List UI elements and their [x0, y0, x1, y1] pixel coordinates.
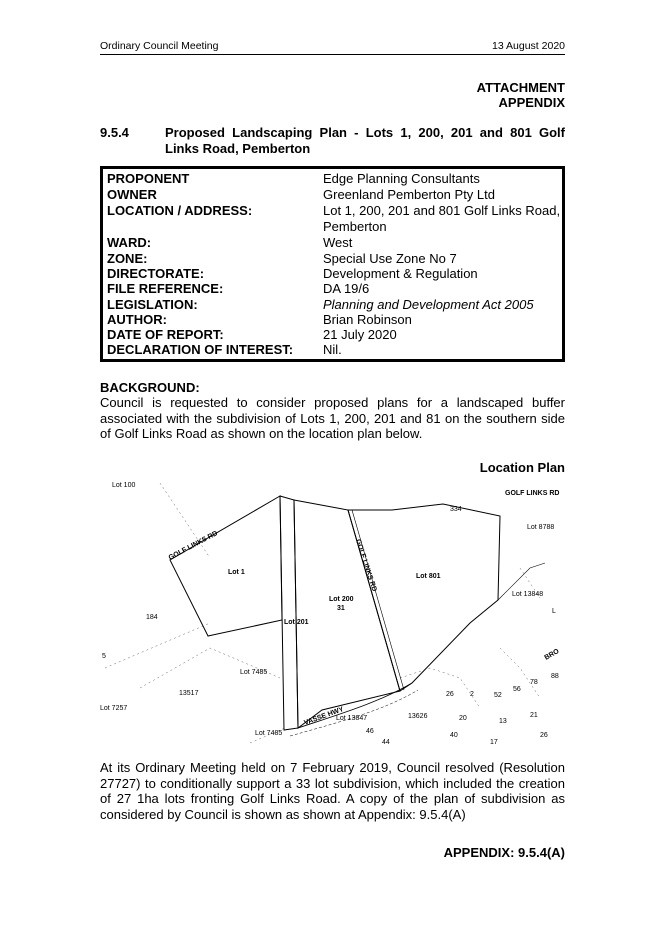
- map-label-26-lower: 26: [540, 732, 548, 739]
- info-label: DIRECTORATE:: [107, 266, 205, 281]
- map-label-334: 334: [450, 506, 462, 513]
- map-label-lot7485-upper: Lot 7485: [240, 669, 268, 676]
- map-label-lot-1: Lot 1: [228, 569, 245, 576]
- map-label-13: 13: [499, 718, 507, 725]
- info-value: Greenland Pemberton Pty Ltd: [323, 187, 495, 202]
- info-value: West: [323, 235, 353, 250]
- info-label: LEGISLATION:: [107, 297, 198, 312]
- info-value: DA 19/6: [323, 281, 370, 296]
- info-label: ZONE:: [107, 251, 148, 266]
- info-label: DECLARATION OF INTEREST:: [107, 342, 294, 357]
- map-label-26-upper: 26: [446, 691, 454, 698]
- map-label-lot-200: Lot 200: [329, 596, 354, 603]
- map-label-2: 2: [470, 691, 474, 698]
- map-label-l: L: [552, 608, 556, 615]
- item-number: 9.5.4: [100, 125, 129, 140]
- map-label-88: 88: [551, 673, 559, 680]
- background-heading: BACKGROUND:: [100, 380, 200, 395]
- header-rule: [100, 54, 565, 55]
- map-label-vasse-hwy: VASSE HWY: [303, 706, 345, 727]
- info-label: LOCATION / ADDRESS:: [107, 203, 253, 218]
- background-paragraph: Council is requested to consider proposed plans for a landscaped buffer associated with the subdivision of Lots 1, 200, 201 and 81 on the southern side of Golf Links Road as shown on the location plan below.: [100, 395, 565, 442]
- info-value: Development & Regulation: [323, 266, 478, 281]
- info-label: AUTHOR:: [107, 312, 167, 327]
- map-label-lot100: Lot 100: [112, 482, 136, 489]
- map-label-lot8788: Lot 8788: [527, 524, 555, 531]
- vasse-hwy-edge: [290, 690, 418, 736]
- appendix-line: APPENDIX: [498, 95, 565, 110]
- info-label: PROPONENT: [107, 171, 190, 186]
- map-label-44: 44: [382, 739, 390, 744]
- info-value-continued: Pemberton: [323, 219, 387, 234]
- map-label-5: 5: [102, 653, 106, 660]
- location-plan-map: [100, 478, 565, 744]
- info-value: 21 July 2020: [323, 327, 397, 342]
- info-value: Brian Robinson: [323, 312, 412, 327]
- info-label: OWNER: [107, 187, 157, 202]
- lot-200-boundary: [294, 500, 400, 728]
- info-value: Planning and Development Act 2005: [323, 297, 534, 312]
- info-label: DATE OF REPORT:: [107, 327, 224, 342]
- map-label-184: 184: [146, 614, 158, 621]
- header-date: 13 August 2020: [492, 40, 565, 52]
- map-label-golf-links-rd-diag: GOLF LINKS RD: [167, 530, 220, 562]
- info-value: Special Use Zone No 7: [323, 251, 457, 266]
- map-label-21: 21: [530, 712, 538, 719]
- location-plan-svg: [100, 478, 565, 744]
- map-label-13517: 13517: [179, 690, 199, 697]
- map-label-52: 52: [494, 692, 502, 699]
- council-resolution-paragraph: At its Ordinary Meeting held on 7 February 2019, Council resolved (Resolution 27727) to conditionally support a 33 lot subdivision, which included the creation of 27 1ha lots fronting Golf Links Road. A copy of the plan of subdivision as considered by Council is shown as shown at Appendix: 9.5.4(A): [100, 760, 565, 822]
- map-label-56: 56: [513, 686, 521, 693]
- lot-801-boundary: [348, 504, 500, 691]
- attachment-label: [477, 80, 565, 110]
- lot-1-boundary: [167, 496, 282, 636]
- map-label-78: 78: [530, 679, 538, 686]
- map-label-31: 31: [337, 605, 345, 612]
- map-label-40: 40: [450, 732, 458, 739]
- map-label-lot-201: Lot 201: [284, 619, 309, 626]
- map-label-lot7257: Lot 7257: [100, 705, 128, 712]
- map-label-13626: 13626: [408, 713, 428, 720]
- map-label-46: 46: [366, 728, 374, 735]
- info-label: FILE REFERENCE:: [107, 281, 224, 296]
- info-label: WARD:: [107, 235, 152, 250]
- attachment-line: ATTACHMENT: [476, 80, 565, 95]
- location-plan-title: Location Plan: [479, 460, 565, 475]
- info-value: Nil.: [323, 342, 342, 357]
- lot-201-boundary: [280, 496, 298, 730]
- golf-links-rd-reserve: [352, 510, 404, 690]
- map-label-20: 20: [459, 715, 467, 722]
- map-label-lot13848: Lot 13848: [512, 591, 544, 598]
- map-label-lot-801: Lot 801: [416, 573, 441, 580]
- map-label-lot13847: Lot 13847: [336, 715, 368, 722]
- faint-cadastre: [105, 483, 540, 743]
- appendix-reference: APPENDIX: 9.5.4(A): [443, 845, 565, 860]
- header-meeting-name: Ordinary Council Meeting: [100, 40, 219, 52]
- map-label-golf-links-rd-vertical: GOLF LINKS RD: [354, 538, 378, 593]
- info-value: Edge Planning Consultants: [323, 171, 480, 186]
- map-label-golf-links-rd: GOLF LINKS RD: [505, 490, 560, 497]
- item-title: Proposed Landscaping Plan - Lots 1, 200, 201 and 801 Golf Links Road, Pemberton: [165, 125, 565, 156]
- map-label-17: 17: [490, 739, 498, 744]
- report-info-box: [100, 166, 565, 362]
- map-label-bro: BRO: [543, 647, 561, 662]
- info-value: Lot 1, 200, 201 and 801 Golf Links Road,: [323, 203, 561, 218]
- map-label-lot7485-lower: Lot 7485: [255, 730, 283, 737]
